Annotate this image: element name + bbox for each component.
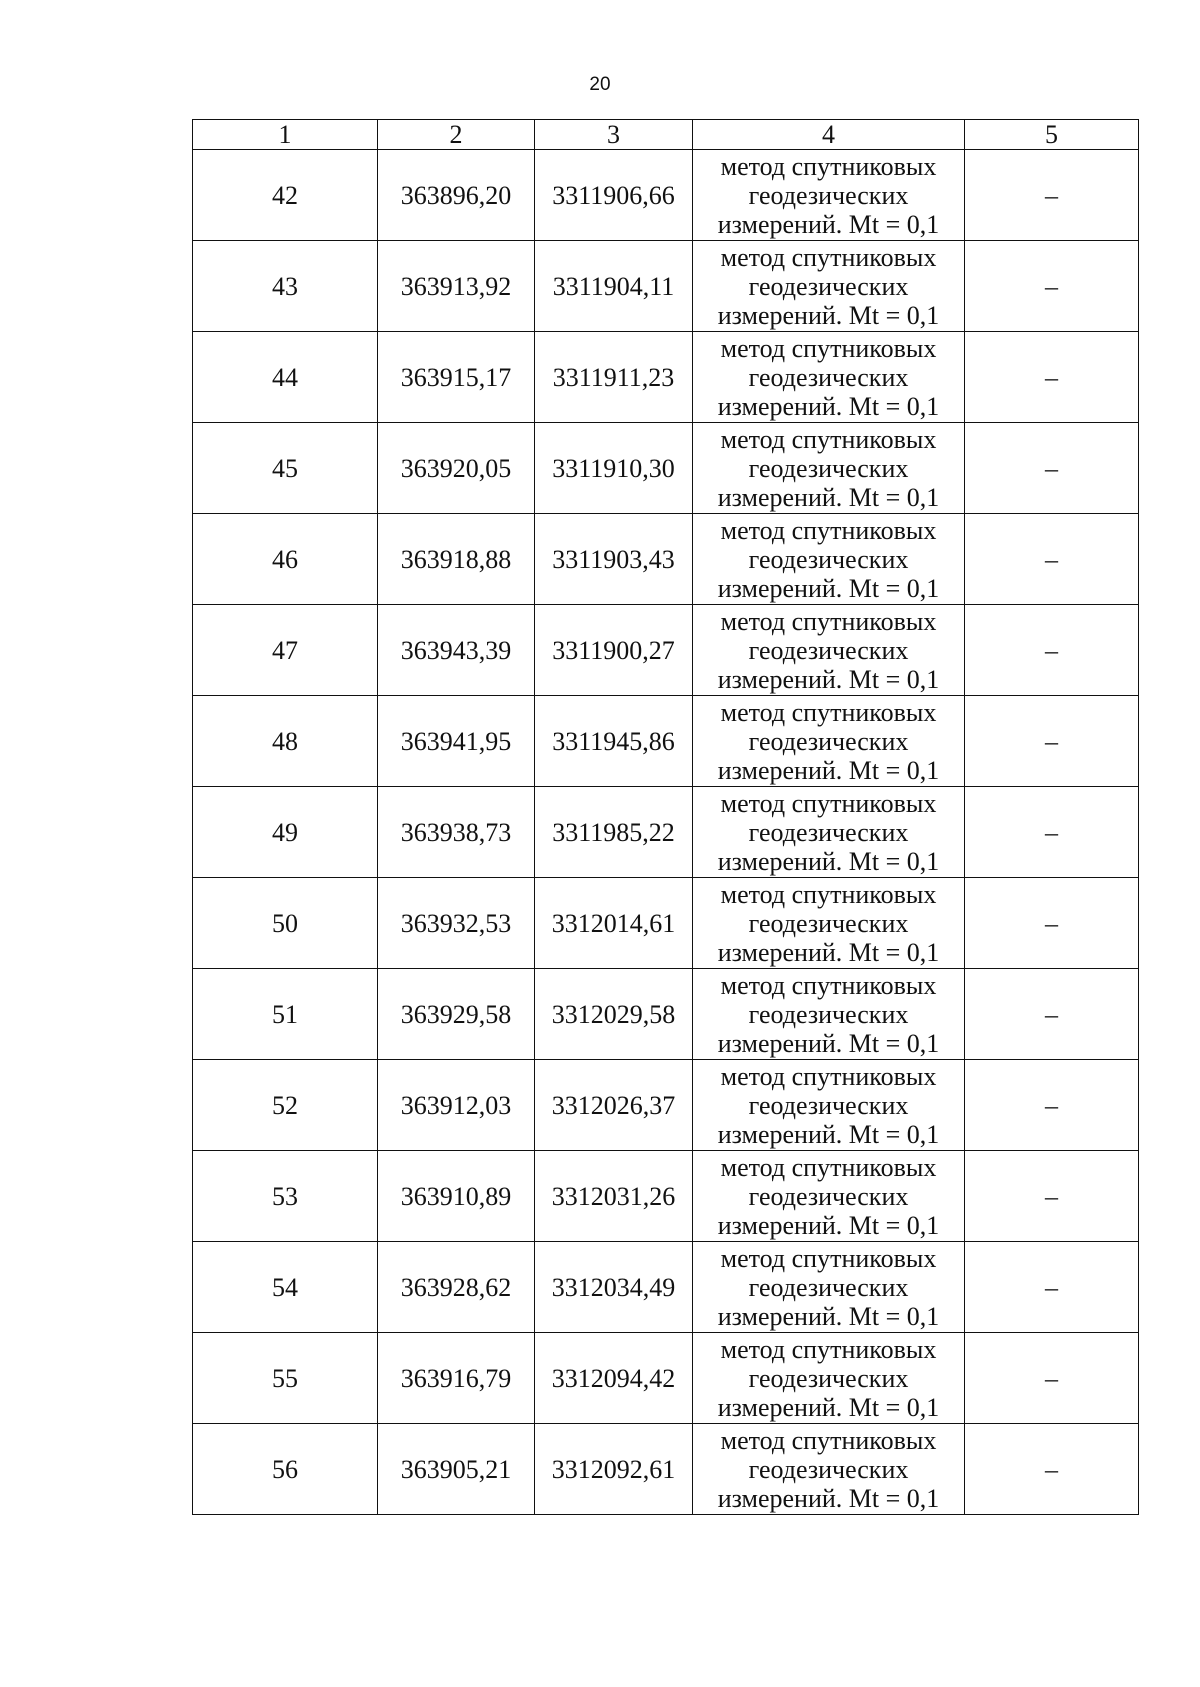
table-body — [193, 120, 1139, 1515]
x-coordinate-cell: 363943,39 — [378, 605, 535, 696]
method-line: метод спутниковых — [720, 242, 937, 272]
method-line: геодезических — [748, 1272, 909, 1302]
method-line: геодезических — [748, 635, 909, 665]
column-header-5: 5 — [965, 120, 1139, 150]
y-coordinate-cell: 3312094,42 — [535, 1333, 693, 1424]
method-cell — [693, 1151, 965, 1242]
point-number-cell: 55 — [193, 1333, 378, 1424]
y-coordinate-cell: 3311911,23 — [535, 332, 693, 423]
x-coordinate-cell: 363938,73 — [378, 787, 535, 878]
point-number-cell: 54 — [193, 1242, 378, 1333]
method-line: измерений. Mt = 0,1 — [717, 755, 940, 785]
x-coordinate-cell: 363912,03 — [378, 1060, 535, 1151]
method-line: метод спутниковых — [720, 788, 937, 818]
point-number-cell: 43 — [193, 241, 378, 332]
note-cell: – — [965, 1060, 1139, 1151]
method-line: метод спутниковых — [720, 515, 937, 545]
column-header-3: 3 — [535, 120, 693, 150]
method-line: геодезических — [748, 1090, 909, 1120]
method-cell — [693, 878, 965, 969]
y-coordinate-cell: 3311900,27 — [535, 605, 693, 696]
method-line: метод спутниковых — [720, 424, 937, 454]
method-line: измерений. Mt = 0,1 — [717, 1210, 940, 1240]
method-line: измерений. Mt = 0,1 — [717, 482, 940, 512]
method-line: измерений. Mt = 0,1 — [717, 846, 940, 876]
method-line: метод спутниковых — [720, 1243, 937, 1273]
point-number-cell: 45 — [193, 423, 378, 514]
method-line: метод спутниковых — [720, 1425, 937, 1455]
method-cell — [693, 241, 965, 332]
method-line: измерений. Mt = 0,1 — [717, 391, 940, 421]
method-cell — [693, 423, 965, 514]
x-coordinate-cell: 363913,92 — [378, 241, 535, 332]
method-line: метод спутниковых — [720, 1061, 937, 1091]
note-cell: – — [965, 696, 1139, 787]
method-line: метод спутниковых — [720, 970, 937, 1000]
x-coordinate-cell: 363928,62 — [378, 1242, 535, 1333]
y-coordinate-cell: 3312026,37 — [535, 1060, 693, 1151]
table-row — [193, 878, 1139, 969]
x-coordinate-cell: 363918,88 — [378, 514, 535, 605]
method-line: метод спутниковых — [720, 151, 937, 181]
column-header-4: 4 — [693, 120, 965, 150]
y-coordinate-cell: 3311903,43 — [535, 514, 693, 605]
point-number-cell: 56 — [193, 1424, 378, 1515]
method-line: измерений. Mt = 0,1 — [717, 573, 940, 603]
note-cell: – — [965, 1333, 1139, 1424]
point-number-cell: 47 — [193, 605, 378, 696]
note-cell: – — [965, 605, 1139, 696]
method-line: метод спутниковых — [720, 333, 937, 363]
x-coordinate-cell: 363929,58 — [378, 969, 535, 1060]
note-cell: – — [965, 514, 1139, 605]
note-cell: – — [965, 332, 1139, 423]
x-coordinate-cell: 363916,79 — [378, 1333, 535, 1424]
y-coordinate-cell: 3311906,66 — [535, 150, 693, 241]
method-line: измерений. Mt = 0,1 — [717, 209, 940, 239]
method-line: геодезических — [748, 453, 909, 483]
method-cell — [693, 1242, 965, 1333]
method-line: измерений. Mt = 0,1 — [717, 664, 940, 694]
point-number-cell: 42 — [193, 150, 378, 241]
method-cell — [693, 696, 965, 787]
table-row — [193, 150, 1139, 241]
method-line: геодезических — [748, 1181, 909, 1211]
method-line: метод спутниковых — [720, 606, 937, 636]
table-row — [193, 1424, 1139, 1515]
method-line: геодезических — [748, 544, 909, 574]
method-line: метод спутниковых — [720, 879, 937, 909]
y-coordinate-cell: 3312029,58 — [535, 969, 693, 1060]
table-row — [193, 696, 1139, 787]
x-coordinate-cell: 363915,17 — [378, 332, 535, 423]
point-number-cell: 48 — [193, 696, 378, 787]
method-line: геодезических — [748, 1454, 909, 1484]
table-row — [193, 241, 1139, 332]
table-row — [193, 423, 1139, 514]
coordinates-table — [192, 119, 1139, 1515]
header-row — [193, 120, 1139, 150]
method-line: метод спутниковых — [720, 1152, 937, 1182]
note-cell: – — [965, 1151, 1139, 1242]
point-number-cell: 50 — [193, 878, 378, 969]
note-cell: – — [965, 150, 1139, 241]
table-row — [193, 1060, 1139, 1151]
method-line: геодезических — [748, 1363, 909, 1393]
y-coordinate-cell: 3311945,86 — [535, 696, 693, 787]
method-line: измерений. Mt = 0,1 — [717, 937, 940, 967]
method-line: измерений. Mt = 0,1 — [717, 300, 940, 330]
page-number: 20 — [589, 74, 611, 95]
method-cell — [693, 514, 965, 605]
method-cell — [693, 787, 965, 878]
y-coordinate-cell: 3311904,11 — [535, 241, 693, 332]
point-number-cell: 51 — [193, 969, 378, 1060]
y-coordinate-cell: 3311910,30 — [535, 423, 693, 514]
note-cell: – — [965, 969, 1139, 1060]
method-line: метод спутниковых — [720, 1334, 937, 1364]
note-cell: – — [965, 787, 1139, 878]
table-row — [193, 332, 1139, 423]
table-row — [193, 1242, 1139, 1333]
method-cell — [693, 969, 965, 1060]
note-cell: – — [965, 1242, 1139, 1333]
note-cell: – — [965, 878, 1139, 969]
x-coordinate-cell: 363896,20 — [378, 150, 535, 241]
y-coordinate-cell: 3312034,49 — [535, 1242, 693, 1333]
y-coordinate-cell: 3311985,22 — [535, 787, 693, 878]
method-line: геодезических — [748, 908, 909, 938]
method-line: геодезических — [748, 362, 909, 392]
y-coordinate-cell: 3312014,61 — [535, 878, 693, 969]
table-row — [193, 514, 1139, 605]
method-line: геодезических — [748, 999, 909, 1029]
method-cell — [693, 605, 965, 696]
x-coordinate-cell: 363941,95 — [378, 696, 535, 787]
method-line: измерений. Mt = 0,1 — [717, 1119, 940, 1149]
method-line: измерений. Mt = 0,1 — [717, 1483, 940, 1513]
method-cell — [693, 332, 965, 423]
column-header-1: 1 — [193, 120, 378, 150]
y-coordinate-cell: 3312031,26 — [535, 1151, 693, 1242]
table-row — [193, 969, 1139, 1060]
point-number-cell: 44 — [193, 332, 378, 423]
method-line: измерений. Mt = 0,1 — [717, 1301, 940, 1331]
method-line: геодезических — [748, 817, 909, 847]
method-line: метод спутниковых — [720, 697, 937, 727]
note-cell: – — [965, 241, 1139, 332]
y-coordinate-cell: 3312092,61 — [535, 1424, 693, 1515]
note-cell: – — [965, 1424, 1139, 1515]
method-cell — [693, 150, 965, 241]
point-number-cell: 46 — [193, 514, 378, 605]
method-cell — [693, 1424, 965, 1515]
method-line: геодезических — [748, 180, 909, 210]
point-number-cell: 53 — [193, 1151, 378, 1242]
x-coordinate-cell: 363932,53 — [378, 878, 535, 969]
method-line: геодезических — [748, 271, 909, 301]
table-row — [193, 605, 1139, 696]
method-line: измерений. Mt = 0,1 — [717, 1392, 940, 1422]
x-coordinate-cell: 363905,21 — [378, 1424, 535, 1515]
x-coordinate-cell: 363920,05 — [378, 423, 535, 514]
x-coordinate-cell: 363910,89 — [378, 1151, 535, 1242]
table-row — [193, 1151, 1139, 1242]
point-number-cell: 52 — [193, 1060, 378, 1151]
method-line: измерений. Mt = 0,1 — [717, 1028, 940, 1058]
table-row — [193, 1333, 1139, 1424]
note-cell: – — [965, 423, 1139, 514]
method-cell — [693, 1060, 965, 1151]
method-line: геодезических — [748, 726, 909, 756]
column-header-2: 2 — [378, 120, 535, 150]
table-row — [193, 787, 1139, 878]
method-cell — [693, 1333, 965, 1424]
point-number-cell: 49 — [193, 787, 378, 878]
